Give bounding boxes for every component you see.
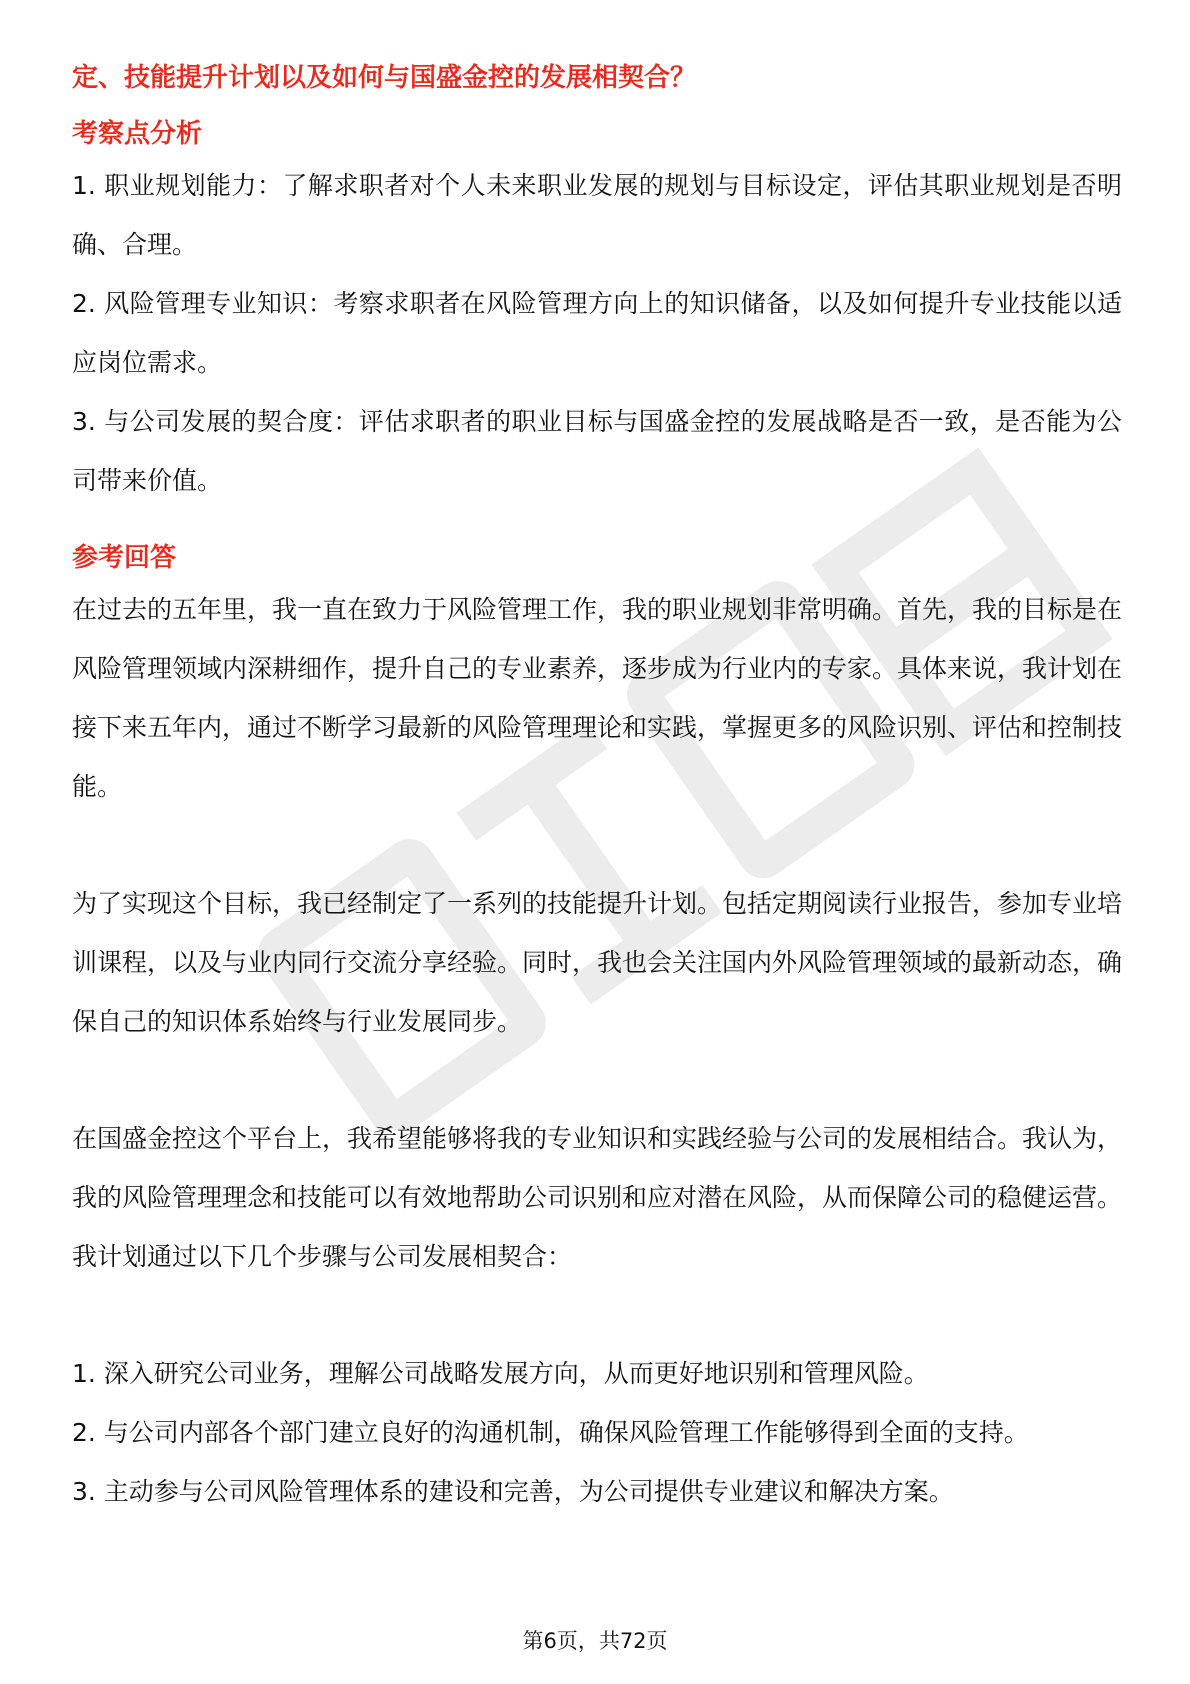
question-continuation: 定、技能提升计划以及如何与国盛金控的发展相契合？ xyxy=(72,63,697,93)
answer-paragraph: 在过去的五年里，我一直在致力于风险管理工作，我的职业规划非常明确。首先，我的目标是在风险管理领域内深耕细作，提升自己的专业素养，逐步成为行业内的专家。具体来说，我计划在接下来五年内，通过不断学习最新的风险管理理论和实践，掌握更多的风险识别、评估和控制技能。 xyxy=(72,595,1123,801)
page-number-footer: 第6页，共72页 xyxy=(522,1629,668,1653)
answer-heading: 参考回答 xyxy=(72,543,177,573)
answer-body xyxy=(72,580,1122,1521)
analysis-list xyxy=(72,156,1122,510)
analysis-heading: 考察点分析 xyxy=(72,119,203,149)
paragraph-gap xyxy=(72,816,1122,874)
analysis-item: 2. 风险管理专业知识：考察求职者在风险管理方向上的知识储备，以及如何提升专业技能以适应岗位需求。 xyxy=(72,289,1122,377)
analysis-item: 1. 职业规划能力：了解求职者对个人未来职业发展的规划与目标设定，评估其职业规划是否明确、合理。 xyxy=(72,171,1122,259)
answer-paragraph: 在国盛金控这个平台上，我希望能够将我的专业知识和实践经验与公司的发展相结合。我认为，我的风险管理理念和技能可以有效地帮助公司识别和应对潜在风险，从而保障公司的稳健运营。我计划通过以下几个步骤与公司发展相契合： xyxy=(72,1124,1123,1271)
analysis-item: 3. 与公司发展的契合度：评估求职者的职业目标与国盛金控的发展战略是否一致，是否能为公司带来价值。 xyxy=(72,407,1122,495)
paragraph-gap xyxy=(72,1051,1122,1109)
answer-step: 3. 主动参与公司风险管理体系的建设和完善，为公司提供专业建议和解决方案。 xyxy=(72,1477,954,1506)
paragraph-gap xyxy=(72,1286,1122,1344)
answer-step: 1. 深入研究公司业务，理解公司战略发展方向，从而更好地识别和管理风险。 xyxy=(72,1359,929,1388)
answer-paragraph: 为了实现这个目标，我已经制定了一系列的技能提升计划。包括定期阅读行业报告，参加专业培训课程，以及与业内同行交流分享经验。同时，我也会关注国内外风险管理领域的最新动态，确保自己的知识体系始终与行业发展同步。 xyxy=(72,889,1123,1036)
answer-step: 2. 与公司内部各个部门建立良好的沟通机制，确保风险管理工作能够得到全面的支持。 xyxy=(72,1418,1029,1447)
document-page xyxy=(72,56,1122,1521)
